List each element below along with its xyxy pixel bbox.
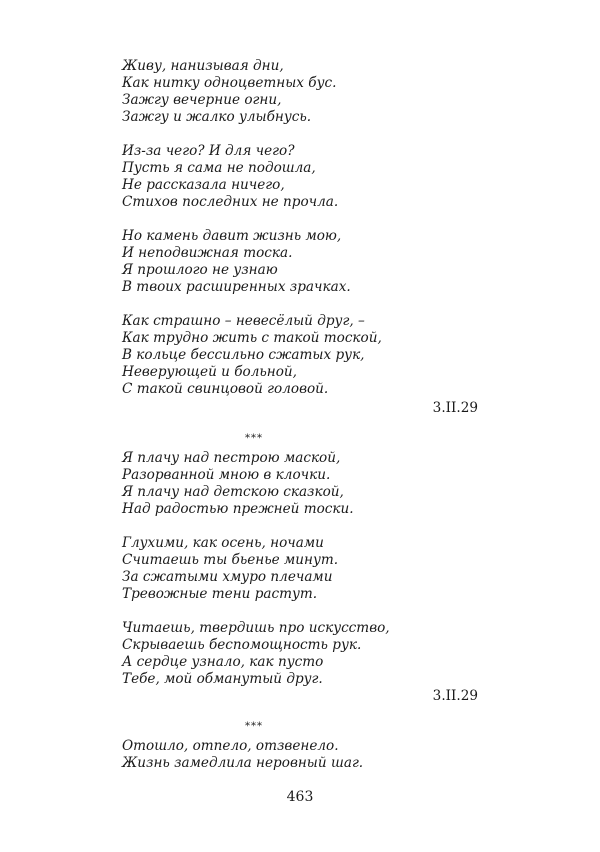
- poem-separator: ***: [245, 721, 263, 732]
- verse-line: Читаешь, твердишь про искусство,: [122, 620, 390, 636]
- verse-line: Я плачу над пестрою маской,: [122, 450, 341, 466]
- verse-line: Глухими, как осень, ночами: [122, 535, 324, 551]
- verse-line: И неподвижная тоска.: [122, 245, 293, 261]
- verse-line: В кольце бессильно сжатых рук,: [122, 347, 365, 363]
- poem-date: 3.II.29: [432, 688, 478, 704]
- verse-line: Но камень давит жизнь мою,: [122, 228, 342, 244]
- verse-line: Как нитку одноцветных бус.: [122, 75, 337, 91]
- verse-line: Тебе, мой обманутый друг.: [122, 671, 323, 687]
- verse-line: Из-за чего? И для чего?: [122, 143, 295, 159]
- poem-separator: ***: [245, 433, 263, 444]
- verse-line: Не рассказала ничего,: [122, 177, 285, 193]
- verse-line: Пусть я сама не подошла,: [122, 160, 316, 176]
- verse-line: Стихов последних не прочла.: [122, 194, 339, 210]
- verse-line: Жизнь замедлила неровный шаг.: [122, 755, 364, 771]
- verse-line: Отошло, отпело, отзвенело.: [122, 738, 339, 754]
- verse-line: Скрываешь беспомощность рук.: [122, 637, 362, 653]
- poem-date: 3.II.29: [432, 400, 478, 416]
- verse-line: За сжатыми хмуро плечами: [122, 569, 333, 585]
- verse-line: Я прошлого не узнаю: [122, 262, 278, 278]
- page-number: 463: [286, 789, 314, 805]
- verse-line: Как страшно – невесёлый друг, –: [122, 313, 365, 329]
- verse-line: Считаешь ты бьенье минут.: [122, 552, 339, 568]
- verse-line: Я плачу над детскою сказкой,: [122, 484, 344, 500]
- verse-line: Как трудно жить с такой тоской,: [122, 330, 382, 346]
- verse-line: Зажгу и жалко улыбнусь.: [122, 109, 312, 125]
- verse-line: Зажгу вечерние огни,: [122, 92, 282, 108]
- verse-line: Над радостью прежней тоски.: [122, 501, 354, 517]
- verse-line: Тревожные тени растут.: [122, 586, 318, 602]
- verse-line: А сердце узнало, как пусто: [122, 654, 324, 670]
- verse-line: Неверующей и больной,: [122, 364, 297, 380]
- verse-line: Разорванной мною в клочки.: [122, 467, 331, 483]
- verse-line: С такой свинцовой головой.: [122, 381, 329, 397]
- verse-line: В твоих расширенных зрачках.: [122, 279, 351, 295]
- verse-line: Живу, нанизывая дни,: [122, 58, 284, 74]
